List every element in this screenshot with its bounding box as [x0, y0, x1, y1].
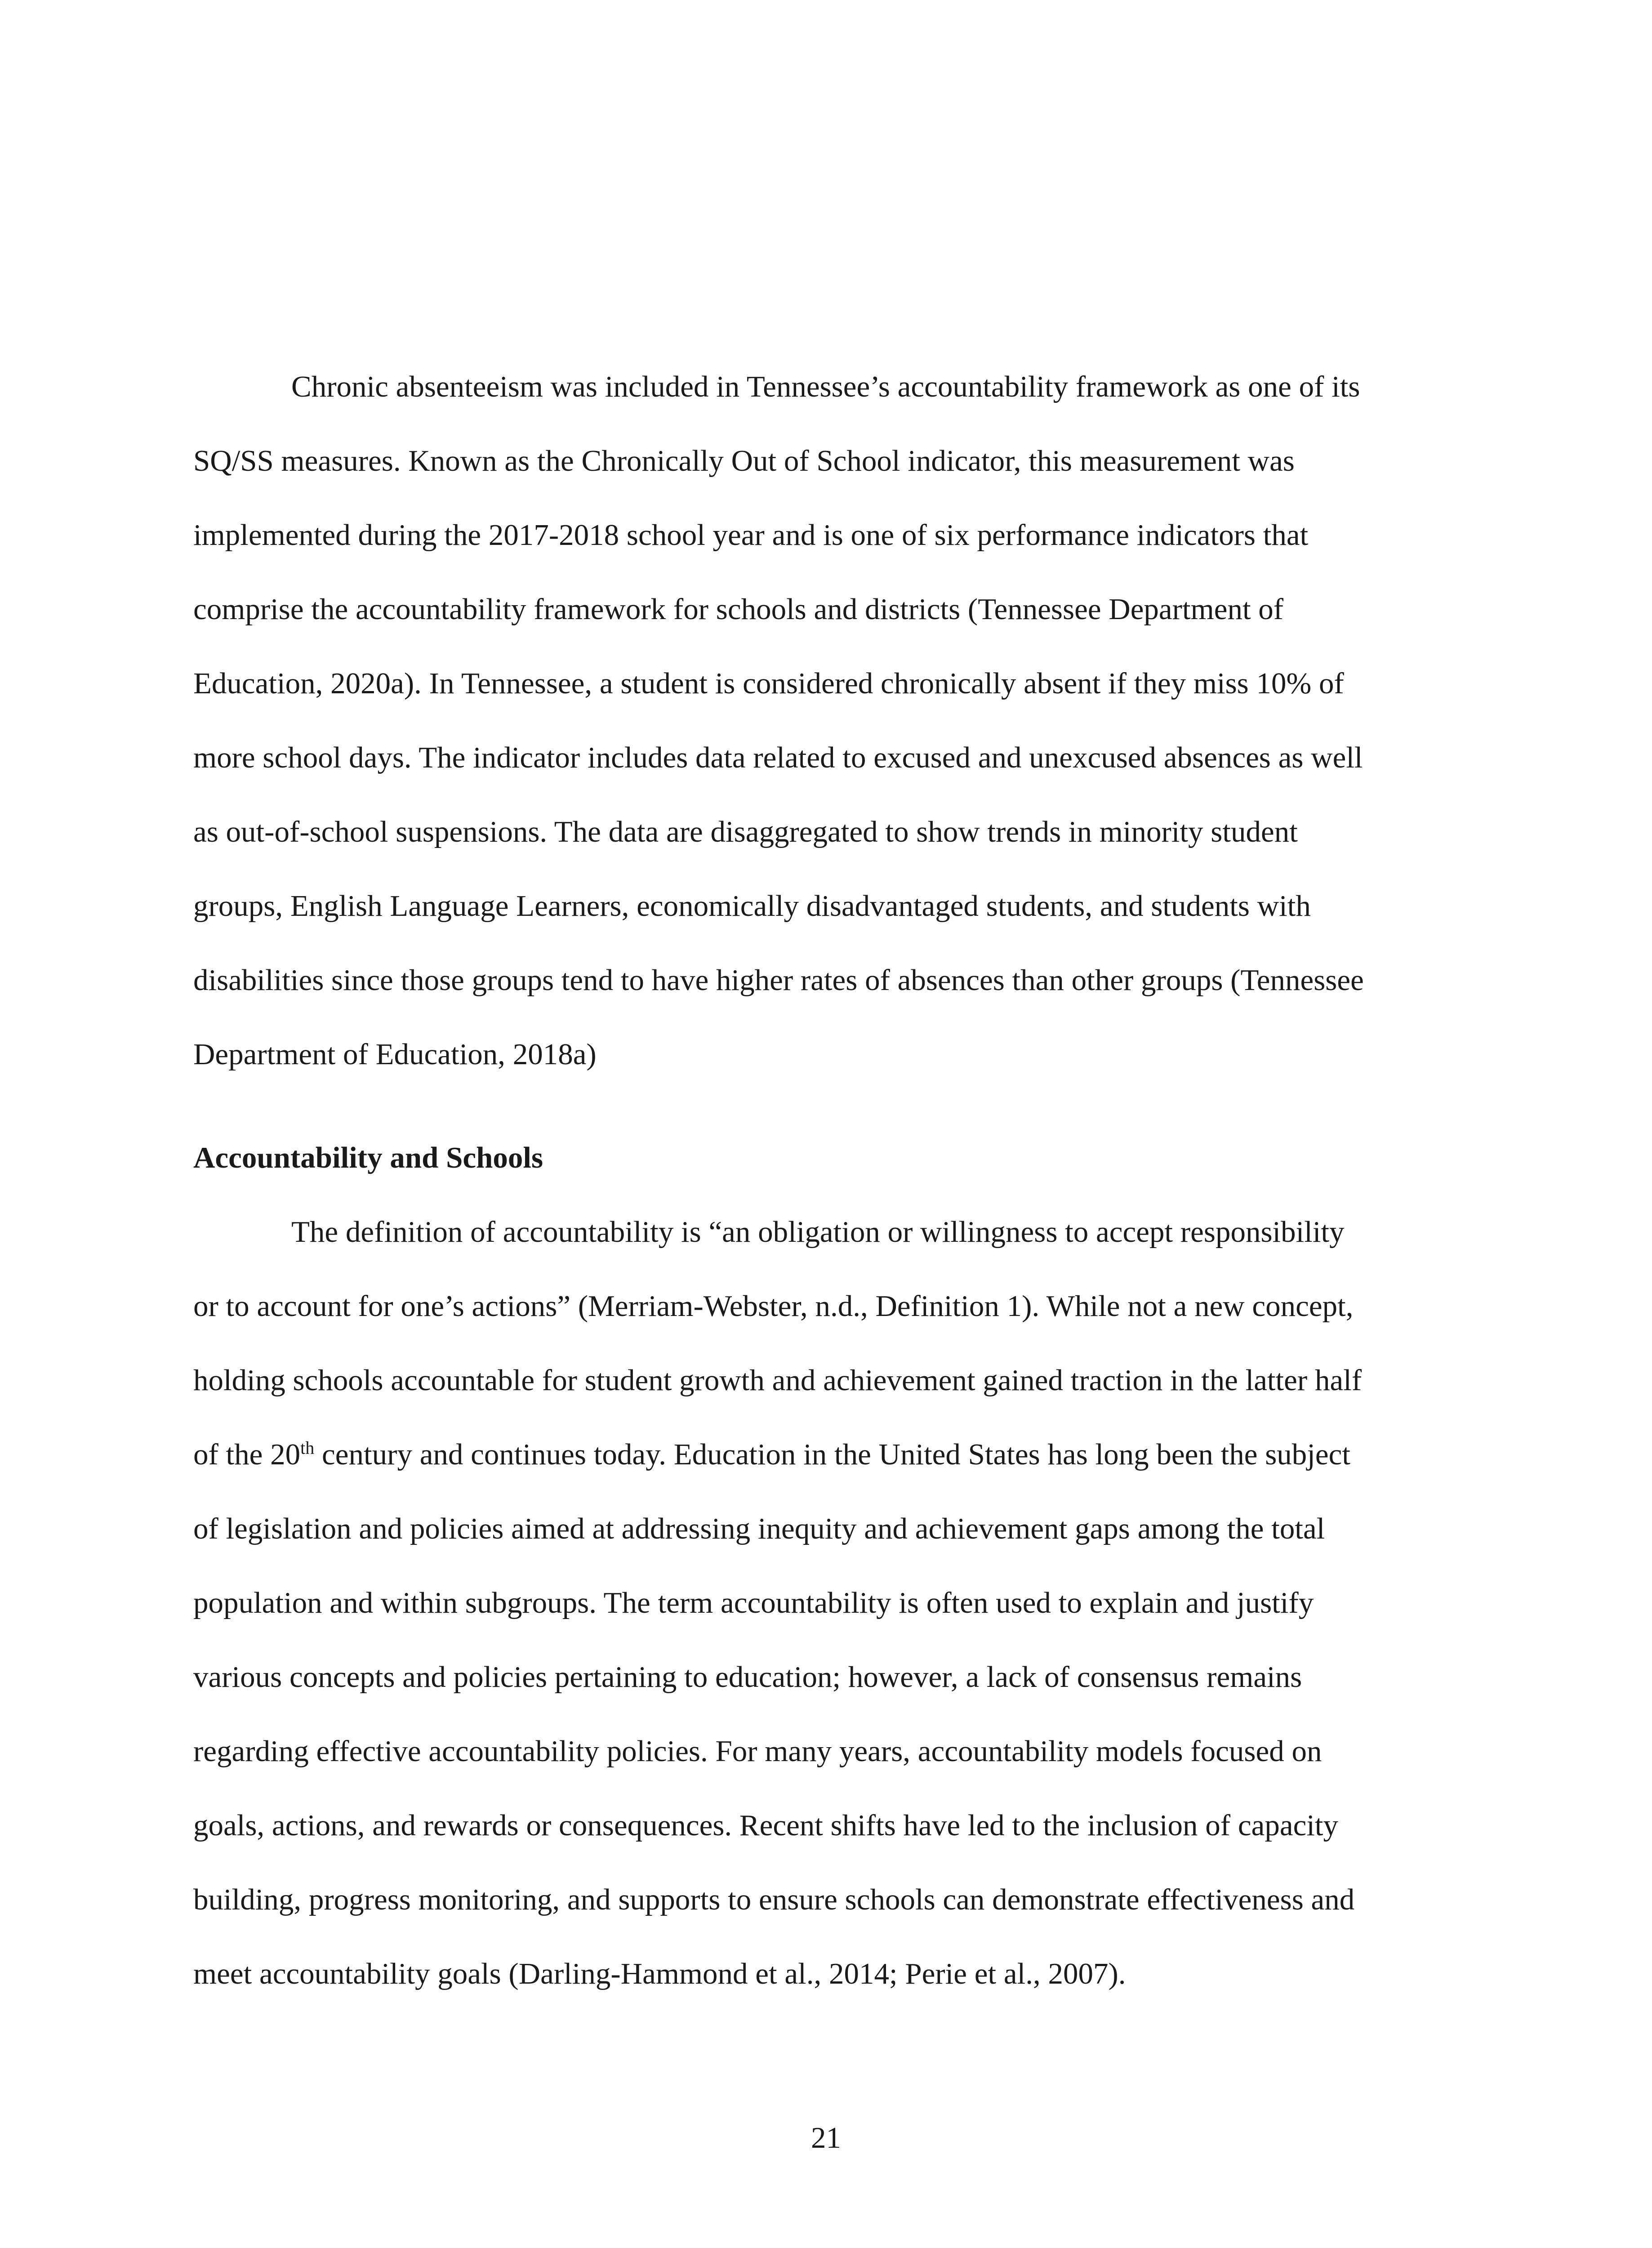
ordinal-superscript: th [300, 1437, 315, 1458]
paragraph-2-line-11: meet accountability goals (Darling-Hammond et al., 2014; Perie et al., 2007). [193, 1957, 1126, 1990]
paragraph-1-line-9: disabilities since those groups tend to have higher rates of absences than other groups (Tennessee [193, 963, 1364, 997]
paragraph-1-line-8: groups, English Language Learners, economically disadvantaged students, and students with [193, 889, 1311, 923]
paragraph-1-line-7: as out-of-school suspensions. The data are disaggregated to show trends in minority student [193, 815, 1298, 848]
paragraph-2-line-4-start: of the 20 [193, 1438, 301, 1471]
page-number: 21 [811, 2121, 841, 2154]
paragraph-1-line-1: Chronic absenteeism was included in Tennessee’s accountability framework as one of its [291, 370, 1360, 403]
paragraph-1-line-4: comprise the accountability framework for schools and districts (Tennessee Department of [193, 593, 1284, 626]
paragraph-1-line-5: Education, 2020a). In Tennessee, a student is considered chronically absent if they miss 10% of [193, 667, 1344, 700]
paragraph-1-line-10: Department of Education, 2018a) [193, 1038, 597, 1071]
paragraph-2-line-9: goals, actions, and rewards or consequences. Recent shifts have led to the inclusion of capacity [193, 1809, 1339, 1842]
paragraph-2-line-2: or to account for one’s actions” (Merriam-Webster, n.d., Definition 1). While not a new concept, [193, 1289, 1354, 1323]
paragraph-1-line-6: more school days. The indicator includes data related to excused and unexcused absences as well [193, 741, 1363, 774]
paragraph-2-line-6: population and within subgroups. The term accountability is often used to explain and justify [193, 1586, 1314, 1619]
paragraph-2-line-4 [193, 1436, 1350, 1472]
paragraph-1-line-3: implemented during the 2017-2018 school year and is one of six performance indicators that [193, 518, 1309, 552]
paragraph-2-line-1: The definition of accountability is “an obligation or willingness to accept responsibility [291, 1215, 1345, 1249]
paragraph-1-line-2: SQ/SS measures. Known as the Chronically Out of School indicator, this measurement was [193, 444, 1295, 477]
paragraph-2-line-7: various concepts and policies pertaining to education; however, a lack of consensus remains [193, 1660, 1302, 1694]
paragraph-2-line-4-end: century and continues today. Education in the United States has long been the subject [314, 1438, 1350, 1471]
paragraph-2-line-10: building, progress monitoring, and supports to ensure schools can demonstrate effectiveness and [193, 1883, 1355, 1916]
paragraph-2-line-8: regarding effective accountability policies. For many years, accountability models focused on [193, 1735, 1322, 1768]
paragraph-2-line-3: holding schools accountable for student growth and achievement gained traction in the latter half [193, 1364, 1362, 1397]
paragraph-2-line-5: of legislation and policies aimed at addressing inequity and achievement gaps among the total [193, 1512, 1325, 1545]
section-heading: Accountability and Schools [193, 1141, 543, 1174]
